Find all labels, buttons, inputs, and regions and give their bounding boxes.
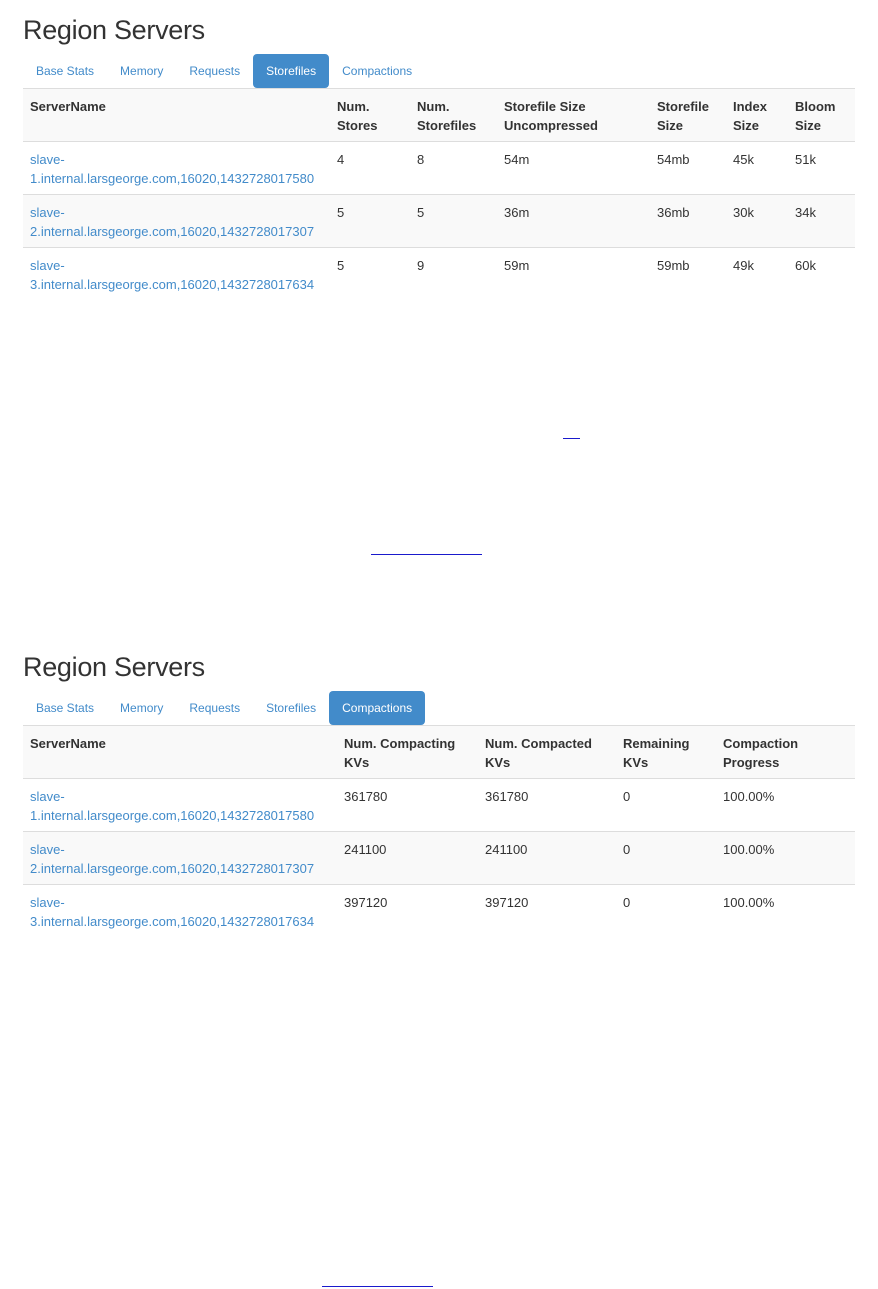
compaction-progress-cell: 100.00%	[723, 789, 775, 804]
tab-requests[interactable]: Requests	[189, 64, 241, 78]
server-link[interactable]: slave- 1.internal.larsgeorge.com,16020,1432728017580	[30, 789, 315, 823]
region-servers-compactions-panel	[23, 651, 855, 937]
bloom-size-cell: 60k	[788, 248, 855, 301]
column-header-num-stores[interactable]: Num. Stores	[330, 89, 410, 142]
short-rule	[563, 438, 580, 439]
storefile-size-cell: 59mb	[650, 248, 726, 301]
num-storefiles-cell: 5	[410, 195, 497, 248]
column-header-servername[interactable]: ServerName	[23, 89, 330, 142]
rule	[322, 1286, 433, 1287]
tab-compactions[interactable]: Compactions	[329, 691, 425, 725]
num-storefiles-cell: 9	[410, 248, 497, 301]
server-link[interactable]: slave- 3.internal.larsgeorge.com,16020,1432728017634	[30, 258, 315, 292]
num-compacting-kvs-cell: 397120	[337, 885, 478, 938]
table-header-row	[23, 726, 855, 779]
server-cell	[23, 195, 330, 248]
column-header-servername[interactable]: ServerName	[23, 726, 337, 779]
tab-memory[interactable]: Memory	[120, 64, 164, 78]
column-header-index-size[interactable]: Index Size	[726, 89, 788, 142]
column-header-num-compacting-kvs[interactable]: Num. Compacting KVs	[337, 726, 478, 779]
server-link[interactable]: slave- 2.internal.larsgeorge.com,16020,1432728017307	[30, 205, 315, 239]
column-header-remaining-kvs[interactable]: Remaining KVs	[616, 726, 716, 779]
num-storefiles-cell: 8	[417, 152, 425, 167]
bloom-size-cell: 51k	[795, 152, 816, 167]
column-header-num-storefiles[interactable]: Num. Storefiles	[410, 89, 497, 142]
server-link[interactable]: slave- 3.internal.larsgeorge.com,16020,1432728017634	[30, 895, 315, 929]
storefiles-table	[23, 89, 855, 300]
server-link[interactable]: slave- 1.internal.larsgeorge.com,16020,1432728017580	[30, 152, 315, 186]
table-row	[23, 248, 855, 301]
num-compacting-kvs-cell: 361780	[344, 789, 388, 804]
tab-storefiles[interactable]: Storefiles	[253, 54, 329, 88]
table-row	[23, 195, 855, 248]
page-title: Region Servers	[23, 652, 205, 682]
tab-requests[interactable]: Requests	[189, 701, 241, 715]
column-header-compaction-progress[interactable]: Compaction Progress	[716, 726, 855, 779]
remaining-kvs-cell: 0	[616, 885, 716, 938]
compactions-table	[23, 726, 855, 937]
storefile-size-cell: 36mb	[650, 195, 726, 248]
num-compacted-kvs-cell: 241100	[478, 832, 616, 885]
page-title: Region Servers	[23, 15, 205, 45]
column-header-storefile-size-uncompressed[interactable]: Storefile Size Uncompressed	[497, 89, 650, 142]
compaction-progress-cell: 100.00%	[716, 832, 855, 885]
column-header-num-compacted-kvs[interactable]: Num. Compacted KVs	[478, 726, 616, 779]
column-header-bloom-size[interactable]: Bloom Size	[788, 89, 855, 142]
column-header-storefile-size[interactable]: Storefile Size	[650, 89, 726, 142]
num-stores-cell: 4	[337, 152, 345, 167]
compaction-progress-cell: 100.00%	[716, 885, 855, 938]
tab-storefiles[interactable]: Storefiles	[266, 701, 317, 715]
tab-base-stats[interactable]: Base Stats	[36, 64, 95, 78]
server-link[interactable]: slave- 2.internal.larsgeorge.com,16020,1432728017307	[30, 842, 315, 876]
index-size-cell: 45k	[733, 152, 754, 167]
num-compacted-kvs-cell: 397120	[478, 885, 616, 938]
bloom-size-cell: 34k	[788, 195, 855, 248]
table-row	[23, 779, 855, 832]
remaining-kvs-cell: 0	[623, 789, 631, 804]
table-row	[23, 832, 855, 885]
index-size-cell: 30k	[726, 195, 788, 248]
region-servers-storefiles-panel	[23, 14, 855, 300]
tab-bar	[23, 54, 855, 89]
storefile-size-uncompressed-cell: 54m	[504, 152, 530, 167]
server-cell	[23, 832, 337, 885]
tab-base-stats[interactable]: Base Stats	[36, 701, 95, 715]
num-stores-cell: 5	[330, 248, 410, 301]
num-compacted-kvs-cell: 361780	[485, 789, 529, 804]
table-row	[23, 142, 855, 195]
index-size-cell: 49k	[726, 248, 788, 301]
server-cell	[23, 885, 337, 938]
table-row	[23, 885, 855, 938]
server-cell	[23, 779, 337, 832]
remaining-kvs-cell: 0	[616, 832, 716, 885]
storefile-size-cell: 54mb	[657, 152, 690, 167]
server-cell	[23, 248, 330, 301]
storefile-size-uncompressed-cell: 59m	[497, 248, 650, 301]
num-stores-cell: 5	[330, 195, 410, 248]
tab-bar	[23, 691, 855, 726]
rule	[371, 554, 482, 555]
tab-memory[interactable]: Memory	[120, 701, 164, 715]
num-compacting-kvs-cell: 241100	[337, 832, 478, 885]
tab-compactions[interactable]: Compactions	[342, 64, 413, 78]
server-cell	[23, 142, 330, 195]
storefile-size-uncompressed-cell: 36m	[497, 195, 650, 248]
table-header-row	[23, 89, 855, 142]
